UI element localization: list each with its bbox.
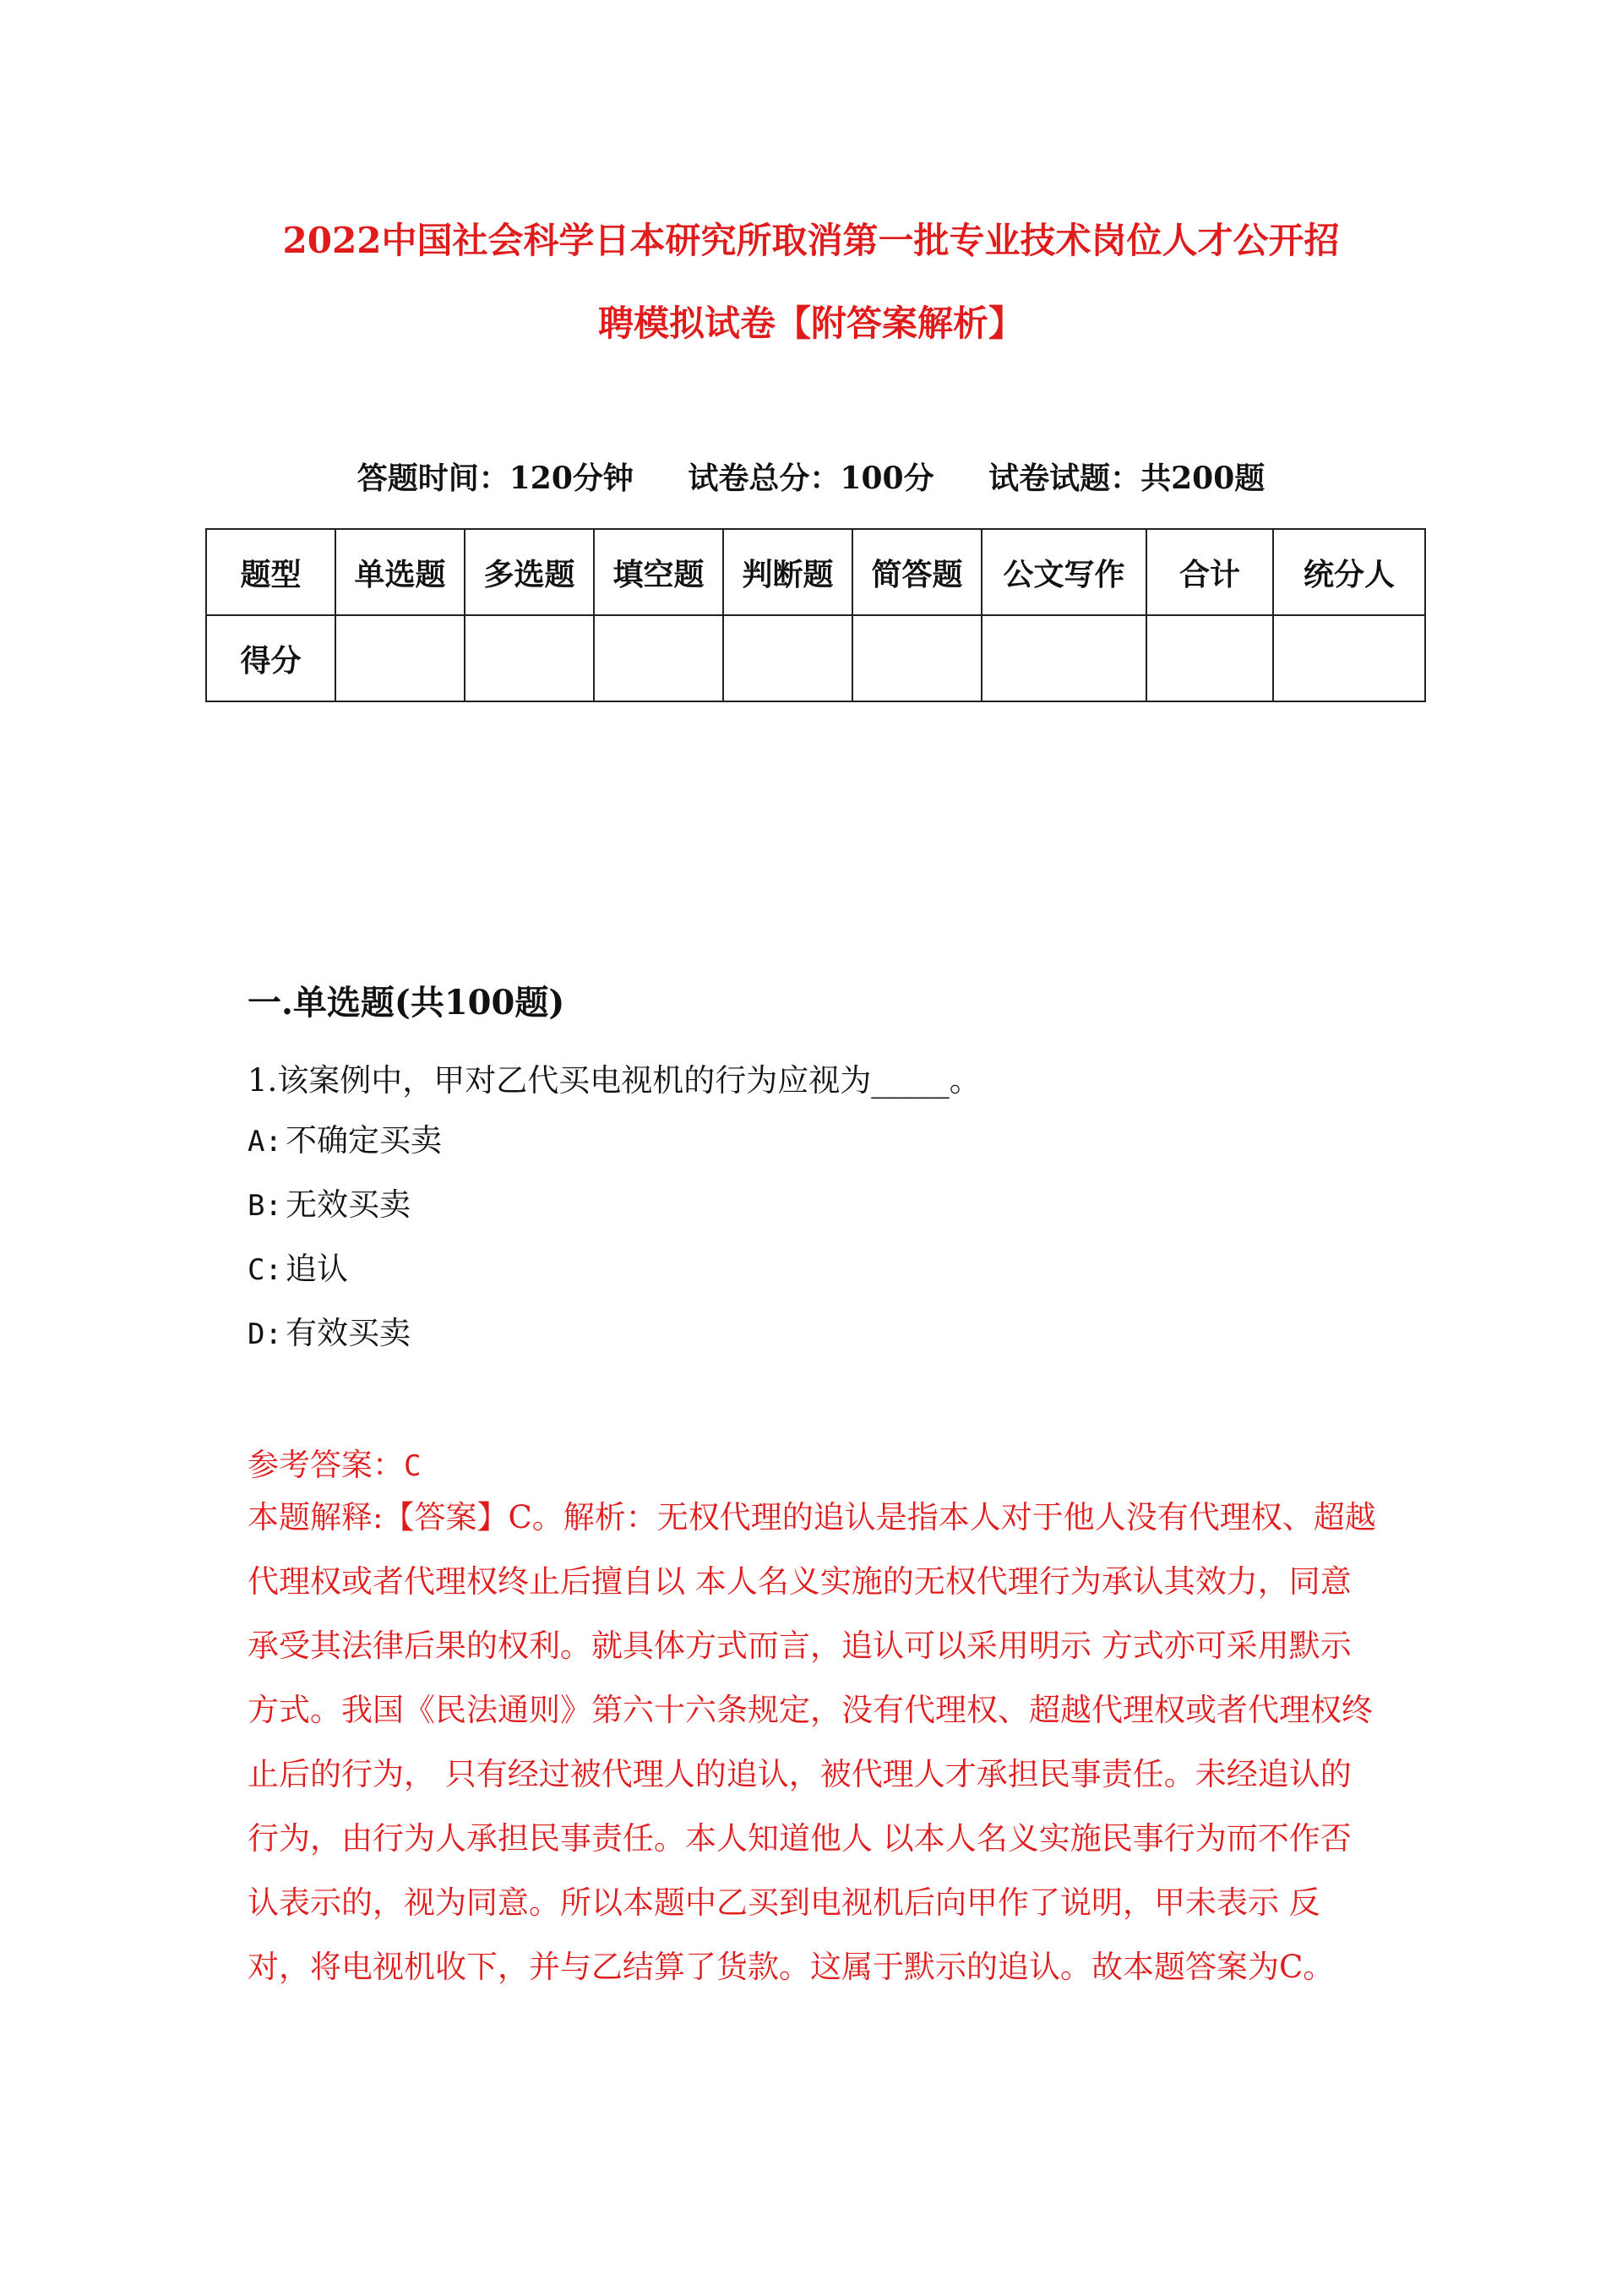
score-cell [594, 615, 723, 701]
score-row-label: 得分 [206, 615, 335, 701]
answer-value: C [404, 1449, 422, 1483]
section-heading: 一.单选题(共100题) [248, 983, 565, 1023]
score-table [205, 528, 1426, 702]
option-text: 无效买卖 [285, 1186, 411, 1223]
table-header-cell: 合计 [1146, 529, 1273, 615]
score-table-header-row [206, 529, 1425, 615]
option-list [248, 1120, 442, 1377]
option-a [248, 1120, 442, 1184]
option-letter: B: [248, 1189, 282, 1223]
score-cell [1273, 615, 1425, 701]
exam-question-count: 试卷试题：共200题 [988, 461, 1265, 496]
table-header-cell: 填空题 [594, 529, 723, 615]
table-header-cell: 公文写作 [982, 529, 1146, 615]
table-header-cell: 简答题 [852, 529, 982, 615]
table-header-cell: 判断题 [723, 529, 852, 615]
score-cell [335, 615, 465, 701]
score-table-score-row [206, 615, 1425, 701]
answer-label: 参考答案： [248, 1447, 404, 1483]
table-header-cell: 单选题 [335, 529, 465, 615]
document-title-line-1: 2022中国社会科学日本研究所取消第一批专业技术岗位人才公开招 [282, 220, 1340, 261]
option-text: 不确定买卖 [285, 1122, 442, 1159]
score-cell [723, 615, 852, 701]
option-letter: C: [248, 1253, 282, 1287]
table-header-cell: 统分人 [1273, 529, 1425, 615]
option-b [248, 1184, 442, 1248]
option-text: 有效买卖 [285, 1315, 411, 1351]
reference-answer [248, 1439, 421, 1485]
document-title-line-2: 聘模拟试卷【附答案解析】 [597, 303, 1024, 344]
exam-info [0, 455, 1622, 498]
option-letter: D: [248, 1317, 282, 1351]
score-cell [465, 615, 594, 701]
option-letter: A: [248, 1125, 282, 1159]
score-cell [982, 615, 1146, 701]
table-header-cell: 多选题 [465, 529, 594, 615]
table-header-cell: 题型 [206, 529, 335, 615]
question-stem: 1.该案例中，甲对乙代买电视机的行为应视为_____。 [248, 1062, 981, 1099]
exam-total-score: 试卷总分：100分 [688, 461, 934, 496]
score-cell [1146, 615, 1273, 701]
exam-time: 答题时间：120分钟 [357, 461, 634, 496]
option-c [248, 1248, 442, 1312]
option-text: 追认 [285, 1251, 348, 1287]
option-d [248, 1312, 442, 1377]
score-cell [852, 615, 982, 701]
answer-explanation: 本题解释:【答案】C。解析：无权代理的追认是指本人对于他人没有代理权、超越代理权或者代理权终止后擅自以 本人名义实施的无权代理行为承认其效力，同意承受其法律后果的权利。就具体方式而言，追认可以采用明示 方式亦可采用默示方式。我国《民法通则》第六十六条规定，没有代理权、超越代理权或者代理权终止后的行为， 只有经过被代理人的追认，被代理人才承担民事责任。未经追认的行为，由行为人承担民事责任。本人知道他人 以本人名义实施民事行为而不作否认表示的，视为同意。所以本题中乙买到电视机后向甲作了说明，甲未表示 反对，将电视机收下，并与乙结算了货款。这属于默示的追认。故本题答案为C。 [248, 1499, 1376, 1985]
